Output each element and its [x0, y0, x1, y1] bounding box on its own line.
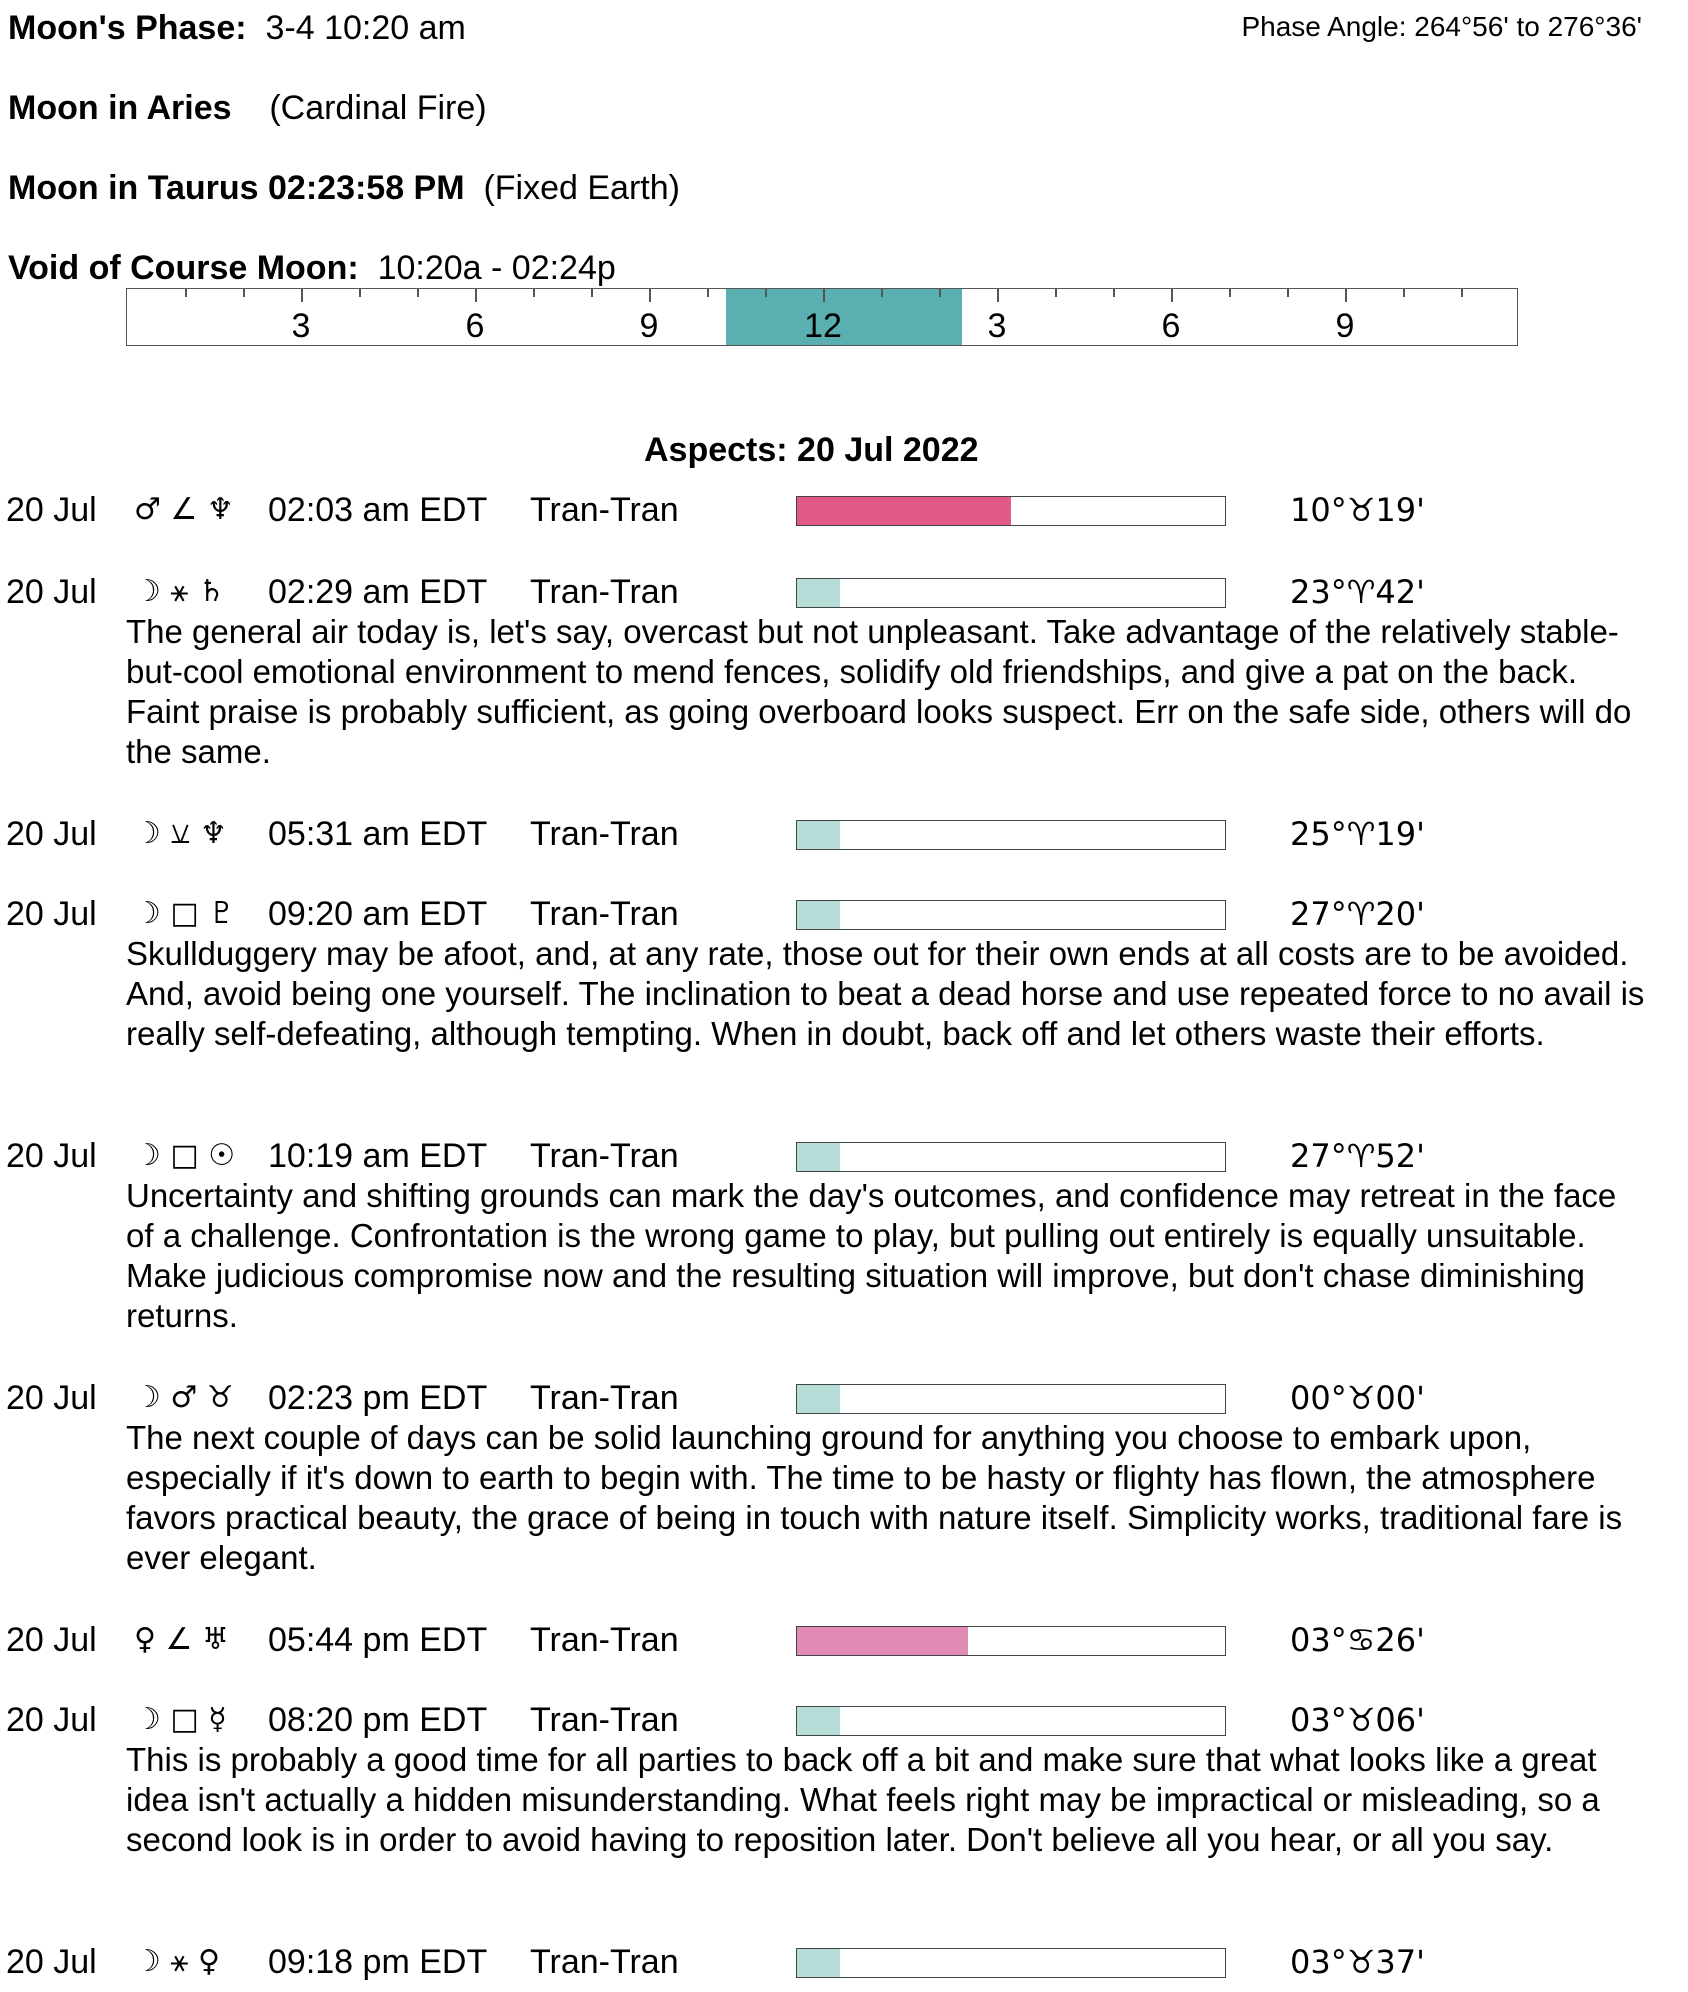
timeline-hour-label: 9	[639, 307, 659, 345]
aspect-glyphs: ☽ ⚹ ♀	[134, 1944, 220, 1979]
aspect-description: Skullduggery may be afoot, and, at any rate, those out for their own ends at all costs are to be avoided. And, avoid being one yourself. The inclination to beat a dead horse and use repeated force to no avail is really self-defeating, although tempting. When in doubt, back off and let others waste their efforts.	[126, 935, 1645, 1052]
void-of-course-band	[726, 289, 962, 345]
aspect-strength-fill	[797, 579, 840, 607]
timeline-tick	[359, 289, 361, 297]
voc-value: 10:20a - 02:24p	[377, 249, 616, 287]
aspect-glyphs: ☽ ♂ ♉	[134, 1380, 234, 1415]
aspect-strength-bar	[796, 496, 1226, 526]
timeline-tick	[243, 289, 245, 297]
aspect-description: This is probably a good time for all parties to back off a bit and make sure that what looks like a great idea isn't actually a hidden misunderstanding. What feels right may be impractical or misleading, so a second look is in order to avoid having to reposition later. Don't believe all you hear, or all you say.	[126, 1741, 1600, 1858]
aspect-date: 20 Jul	[6, 815, 97, 853]
void-of-course-line	[8, 248, 616, 288]
aspect-description: Uncertainty and shifting grounds can mark the day's outcomes, and confidence may retreat in the face of a challenge. Confrontation is the wrong game to play, but pulling out entirely is equally unsuitable. Make judicious compromise now and the resulting situation will improve, but don't chase diminishing returns.	[126, 1177, 1617, 1334]
aspect-date: 20 Jul	[6, 1701, 97, 1739]
aspect-strength-fill	[797, 901, 840, 929]
aspect-strength-bar	[796, 820, 1226, 850]
aspect-glyphs: ☽ ⚹ ♄	[134, 574, 225, 609]
moon-phase-value: 3-4 10:20 am	[265, 9, 466, 47]
timeline-tick	[939, 289, 941, 297]
timeline-tick	[1403, 289, 1405, 297]
aspect-type: Tran-Tran	[530, 1137, 679, 1175]
aspect-strength-bar	[796, 1706, 1226, 1736]
aspect-strength-bar	[796, 900, 1226, 930]
aspect-glyphs: ☽ ⚺ ♆	[134, 816, 227, 851]
aspect-type: Tran-Tran	[530, 1943, 679, 1981]
void-of-course-timeline	[126, 288, 1518, 346]
aspect-position: 03°♉06'	[1290, 1701, 1425, 1739]
timeline-tick	[1461, 289, 1463, 297]
aspect-time: 09:18 pm EDT	[268, 1943, 488, 1981]
timeline-tick	[649, 289, 651, 302]
timeline-tick	[1229, 289, 1231, 297]
aspect-date: 20 Jul	[6, 1621, 97, 1659]
aspect-type: Tran-Tran	[530, 815, 679, 853]
aspect-strength-fill	[797, 1627, 968, 1655]
aspect-type: Tran-Tran	[530, 491, 679, 529]
aspect-time: 08:20 pm EDT	[268, 1701, 488, 1739]
aspect-type: Tran-Tran	[530, 573, 679, 611]
aspect-position: 00°♉00'	[1290, 1379, 1425, 1417]
aspect-position: 27°♈52'	[1290, 1137, 1425, 1175]
aspect-time: 05:31 am EDT	[268, 815, 488, 853]
timeline-tick	[1287, 289, 1289, 297]
timeline-hour-label: 3	[987, 307, 1007, 345]
timeline-tick	[823, 289, 825, 302]
aspect-description: The general air today is, let's say, overcast but not unpleasant. Take advantage of the relatively stable-but-cool emotional environment to mend fences, solidify old friendships, and give a pat on the back. Faint praise is probably sufficient, as going overboard looks suspect. Err on the safe side, others will do the same.	[126, 613, 1632, 770]
aspect-strength-fill	[797, 497, 1011, 525]
moon-sign-line-2	[8, 168, 680, 208]
moon-phase-label: Moon's Phase:	[8, 9, 247, 47]
aspect-time: 05:44 pm EDT	[268, 1621, 488, 1659]
aspect-strength-fill	[797, 821, 840, 849]
timeline-tick	[1113, 289, 1115, 297]
moon-sign-line-1	[8, 88, 487, 128]
aspect-glyphs: ♂ ∠ ♆	[134, 492, 234, 527]
moon-sign-1-element: (Cardinal Fire)	[269, 89, 487, 127]
timeline-tick	[533, 289, 535, 297]
aspect-date: 20 Jul	[6, 1137, 97, 1175]
timeline-tick	[997, 289, 999, 302]
timeline-hour-label: 6	[465, 307, 485, 345]
aspect-glyphs: ☽ □ ☉	[134, 1138, 236, 1173]
timeline-tick	[1171, 289, 1173, 302]
aspect-strength-bar	[796, 1384, 1226, 1414]
aspect-time: 02:03 am EDT	[268, 491, 488, 529]
aspect-type: Tran-Tran	[530, 1379, 679, 1417]
timeline-hour-label: 6	[1161, 307, 1181, 345]
timeline-tick	[475, 289, 477, 302]
timeline-hour-label: 12	[804, 307, 842, 345]
timeline-tick	[765, 289, 767, 297]
aspect-date: 20 Jul	[6, 573, 97, 611]
aspect-date: 20 Jul	[6, 1943, 97, 1981]
aspects-title: Aspects: 20 Jul 2022	[644, 431, 979, 469]
aspect-description: The next couple of days can be solid launching ground for anything you choose to embark upon, especially if it's down to earth to begin with. The time to be hasty or flighty has flown, the atmosphere favors practical beauty, the grace of being in touch with nature itself. Simplicity works, traditional fare is ever elegant.	[126, 1419, 1623, 1576]
aspect-time: 09:20 am EDT	[268, 895, 488, 933]
timeline-tick	[1055, 289, 1057, 297]
aspect-type: Tran-Tran	[530, 1621, 679, 1659]
aspect-strength-fill	[797, 1707, 840, 1735]
aspect-time: 10:19 am EDT	[268, 1137, 488, 1175]
timeline-tick	[1345, 289, 1347, 302]
aspect-position: 03°♉37'	[1290, 1943, 1425, 1981]
moon-sign-2-element: (Fixed Earth)	[483, 169, 680, 207]
timeline-hour-label: 3	[291, 307, 311, 345]
aspect-strength-bar	[796, 578, 1226, 608]
timeline-tick	[417, 289, 419, 297]
aspect-position: 27°♈20'	[1290, 895, 1425, 933]
timeline-tick	[301, 289, 303, 302]
aspect-strength-bar	[796, 1626, 1226, 1656]
aspect-type: Tran-Tran	[530, 1701, 679, 1739]
aspect-date: 20 Jul	[6, 1379, 97, 1417]
moon-sign-1-label: Moon in Aries	[8, 89, 232, 127]
aspect-position: 03°♋26'	[1290, 1621, 1425, 1659]
aspect-time: 02:23 pm EDT	[268, 1379, 488, 1417]
aspect-strength-bar	[796, 1948, 1226, 1978]
aspect-glyphs: ♀ ∠ ♅	[134, 1622, 229, 1657]
aspect-date: 20 Jul	[6, 491, 97, 529]
timeline-tick	[591, 289, 593, 297]
aspect-date: 20 Jul	[6, 895, 97, 933]
aspect-strength-bar	[796, 1142, 1226, 1172]
aspect-position: 10°♉19'	[1290, 491, 1425, 529]
aspect-strength-fill	[797, 1143, 840, 1171]
voc-label: Void of Course Moon:	[8, 249, 359, 287]
phase-angle: Phase Angle: 264°56' to 276°36'	[1241, 11, 1642, 42]
aspect-glyphs: ☽ □ ☿	[134, 1702, 227, 1737]
aspect-glyphs: ☽ □ ♇	[134, 896, 236, 931]
aspect-strength-fill	[797, 1949, 840, 1977]
timeline-tick	[881, 289, 883, 297]
aspect-strength-fill	[797, 1385, 840, 1413]
moon-phase-line	[8, 8, 466, 48]
aspect-position: 25°♈19'	[1290, 815, 1425, 853]
timeline-tick	[185, 289, 187, 297]
aspect-position: 23°♈42'	[1290, 573, 1425, 611]
timeline-hour-label: 9	[1335, 307, 1355, 345]
timeline-tick	[707, 289, 709, 297]
aspect-type: Tran-Tran	[530, 895, 679, 933]
moon-sign-2-label: Moon in Taurus 02:23:58 PM	[8, 169, 465, 207]
aspect-time: 02:29 am EDT	[268, 573, 488, 611]
